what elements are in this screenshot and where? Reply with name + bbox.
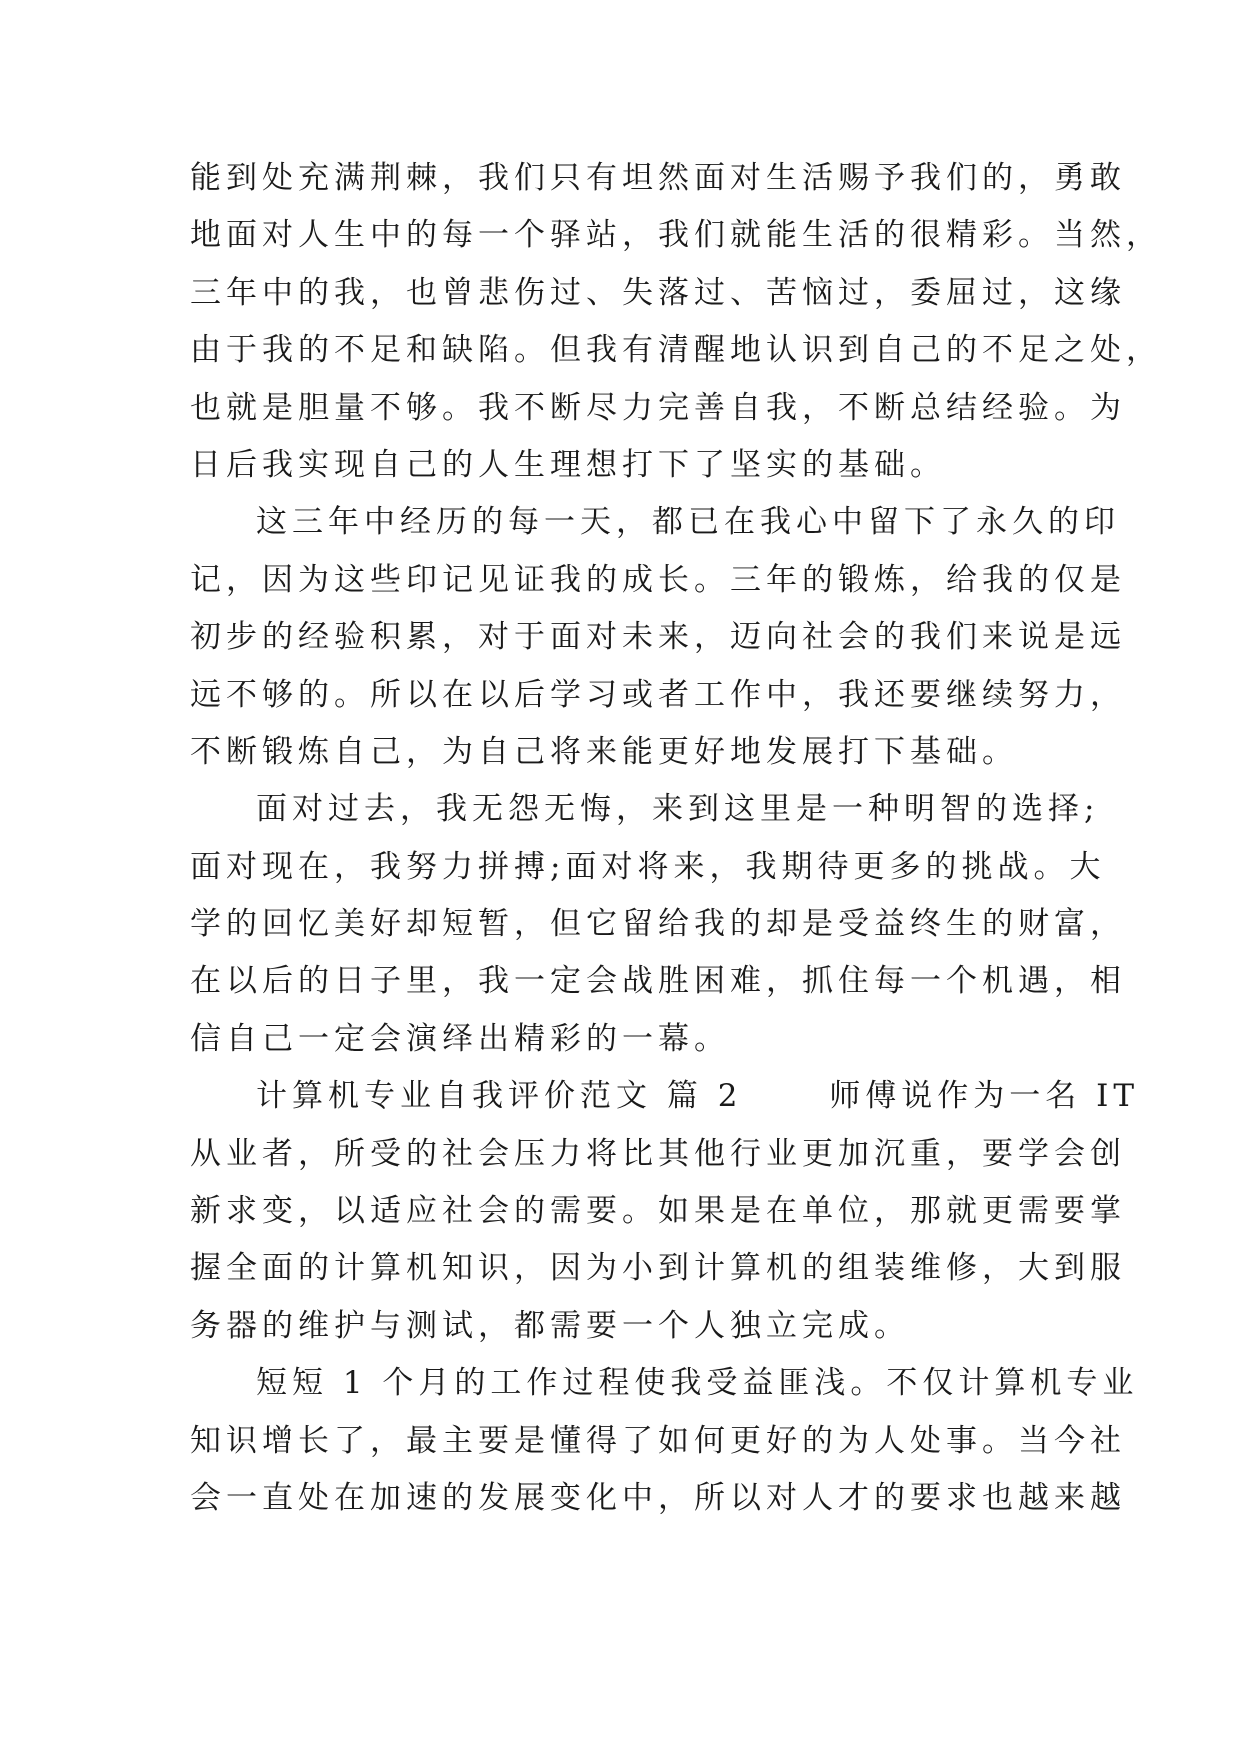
text-line: 能到处充满荆棘，我们只有坦然面对生活赐予我们的，勇敢 [190,160,1126,196]
text-line: 学的回忆美好却短暂，但它留给我的却是受益终生的财富， [190,906,1126,943]
paragraph-first-line: 面对过去，我无怨无悔，来到这里是一种明智的选择; [256,791,1100,828]
text-line: 三年中的我，也曾悲伤过、失落过、苦恼过，委屈过，这缘 [190,274,1126,311]
text-line: 新求变，以适应社会的需要。如果是在单位，那就更需要掌 [190,1193,1126,1230]
text-line: 记，因为这些印记见证我的成长。三年的锻炼，给我的仅是 [190,561,1126,598]
text-line: 在以后的日子里，我一定会战胜困难，抓住每一个机遇，相 [190,963,1126,1000]
text-line: 面对现在，我努力拼搏;面对将来，我期待更多的挑战。大 [190,848,1106,885]
text-line: 务器的维护与测试，都需要一个人独立完成。 [190,1307,910,1344]
text-line: 会一直处在加速的发展变化中，所以对人才的要求也越来越 [190,1479,1126,1516]
text-line: 握全面的计算机知识，因为小到计算机的组装维修，大到服 [190,1250,1126,1287]
text-line: 不断锻炼自己，为自己将来能更好地发展打下基础。 [190,733,1018,770]
paragraph-first-line: 这三年中经历的每一天，都已在我心中留下了永久的印 [256,504,1120,541]
text-line: 也就是胆量不够。我不断尽力完善自我，不断总结经验。为 [190,389,1126,426]
text-line: 知识增长了，最主要是懂得了如何更好的为人处事。当今社 [190,1422,1126,1459]
text-line: 日后我实现自己的人生理想打下了坚实的基础。 [190,446,946,483]
document-body [190,150,1162,1527]
text-line: 初步的经验积累，对于面对未来，迈向社会的我们来说是远 [190,619,1126,656]
text-line: 信自己一定会演绎出精彩的一幕。 [190,1020,730,1057]
text-line: 从业者，所受的社会压力将比其他行业更加沉重，要学会创 [190,1135,1126,1172]
text-line: 远不够的。所以在以后学习或者工作中，我还要继续努力， [190,676,1126,713]
text-line: 地面对人生中的每一个驿站，我们就能生活的很精彩。当然， [190,217,1162,254]
section-heading-line: 计算机专业自我评价范文 篇 2 师傅说作为一名 IT [256,1078,1140,1115]
paragraph-first-line: 短短 1 个月的工作过程使我受益匪浅。不仅计算机专业 [256,1365,1139,1402]
text-line: 由于我的不足和缺陷。但我有清醒地认识到自己的不足之处， [190,332,1162,369]
